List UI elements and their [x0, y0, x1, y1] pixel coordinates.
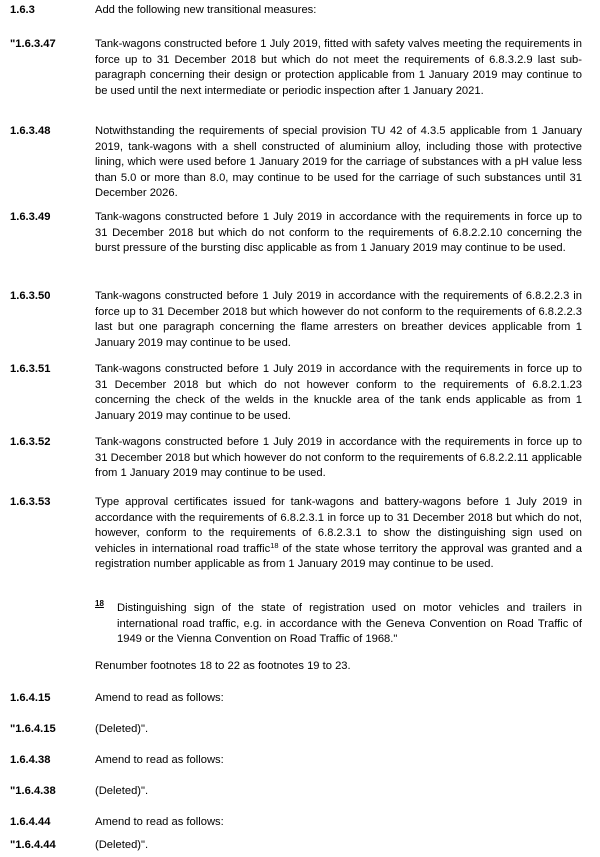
renumber-note-text: Renumber footnotes 18 to 22 as footnotes 19 to 23. — [95, 660, 351, 672]
section-text: Add the following new transitional measures: — [95, 4, 317, 16]
paragraph-number: 1.6.3.51 — [10, 363, 51, 375]
paragraph-text: Tank-wagons constructed before 1 July 2019 in accordance with the requirements in force up to 31 December 2018 but which however do not conform to the requirements of 6.8.2.2.11 applicable from 1 January 2019 may continue to be used. — [95, 436, 582, 479]
footnote-text: Distinguishing sign of the state of registration used on motor vehicles and trailers in international road traffic, e.g. in accordance with the Geneva Convention on Road Traffic of 1949 or the Vienna Convention on Road Traffic of 1968." — [117, 602, 582, 645]
paragraph-1-6-3-49 — [10, 210, 582, 257]
paragraph-number: 1.6.3.48 — [10, 125, 51, 137]
paragraph-1-6-4-44-instruction — [10, 815, 582, 831]
paragraph-text: Tank-wagons constructed before 1 July 2019 in accordance with the requirements of 6.8.2.2.3 in force up to 31 December 2018 but which however do not conform to the requirements of 6.8.2.2.3 last but one paragraph concerning the flame arresters on breather devices applicable from 1 January 2019 may continue to be used. — [95, 290, 582, 349]
paragraph-1-6-4-15-instruction — [10, 691, 582, 707]
paragraph-number: "1.6.4.38 — [10, 785, 56, 797]
paragraph-number: 1.6.3.49 — [10, 211, 51, 223]
paragraph-text: (Deleted)". — [95, 785, 149, 797]
paragraph-text — [95, 495, 582, 573]
paragraph-1-6-3-50 — [10, 289, 582, 351]
paragraph-number: "1.6.4.15 — [10, 723, 56, 735]
paragraph-1-6-3-51 — [10, 362, 582, 424]
paragraph-text-part: Type approval certificates issued for tank-wagons and battery-wagons before 1 July 2019 in accordance with the requirements of 6.8.2.3.1 in force up to 31 December 2018 but which do not, however, conform to the requirements of 6.8.2.3.1 to show the distinguishing sign used on vehicles in international road traffic — [95, 496, 582, 555]
paragraph-number: 1.6.3.52 — [10, 436, 51, 448]
section-number: 1.6.3 — [10, 4, 35, 16]
paragraph-number: 1.6.4.44 — [10, 816, 51, 828]
footnote-number: 18 — [95, 599, 104, 608]
paragraph-1-6-4-15 — [10, 722, 582, 738]
paragraph-text-part: of the state whose territory the approval was granted and a registration number applicable as from 1 January 2019 may continue to be used. — [95, 542, 582, 570]
renumber-note — [10, 659, 582, 675]
paragraph-1-6-4-38 — [10, 784, 582, 800]
paragraph-1-6-3-48 — [10, 124, 582, 202]
paragraph-text: Amend to read as follows: — [95, 754, 224, 766]
paragraph-number: 1.6.3.50 — [10, 290, 51, 302]
paragraph-text: Amend to read as follows: — [95, 692, 224, 704]
paragraph-text: Tank-wagons constructed before 1 July 2019 in accordance with the requirements in force up to 31 December 2018 but which do not however conform to the requirements of 6.8.2.1.23 concerning the check of the welds in the knuckle area of the tank ends applicable as from 1 January 2019 may continue to be used. — [95, 363, 582, 422]
paragraph-1-6-4-38-instruction — [10, 753, 582, 769]
paragraph-number: 1.6.3.53 — [10, 496, 51, 508]
paragraph-1-6-3-52 — [10, 435, 582, 482]
paragraph-text: Tank-wagons constructed before 1 July 2019, fitted with safety valves meeting the requirements in force up to 31 December 2018 but which do not meet the requirements of 6.8.3.2.9 last sub-paragraph concerning their design or protection applicable from 1 January 2019 may continue to be used until the next intermediate or periodic inspection after 1 January 2021. — [95, 38, 582, 97]
paragraph-1-6-3-53 — [10, 495, 582, 573]
paragraph-number: "1.6.3.47 — [10, 38, 56, 50]
section-1-6-3 — [10, 3, 582, 19]
paragraph-number: 1.6.4.38 — [10, 754, 51, 766]
paragraph-number: "1.6.4.44 — [10, 839, 56, 851]
paragraph-text: (Deleted)". — [95, 839, 149, 851]
paragraph-text: Amend to read as follows: — [95, 816, 224, 828]
paragraph-number: 1.6.4.15 — [10, 692, 51, 704]
footnote-reference: 18 — [270, 540, 279, 550]
paragraph-text: Tank-wagons constructed before 1 July 2019 in accordance with the requirements in force up to 31 December 2018 but which do not conform to the requirements of 6.8.2.2.10 concerning the burst pressure of the bursting disc applicable as from 1 January 2019 may continue to be used. — [95, 211, 582, 254]
paragraph-text: (Deleted)". — [95, 723, 149, 735]
paragraph-text: Notwithstanding the requirements of special provision TU 42 of 4.3.5 applicable from 1 January 2019, tank-wagons with a shell constructed of aluminium alloy, including those with protective lining, which were used before 1 January 2019 for the carriage of substances with a pH value less than 5.0 or more than 8.0, may continue to be used for the carriage of such substances until 31 December 2026. — [95, 125, 582, 199]
paragraph-1-6-4-44 — [10, 838, 582, 854]
paragraph-1-6-3-47 — [10, 37, 582, 99]
